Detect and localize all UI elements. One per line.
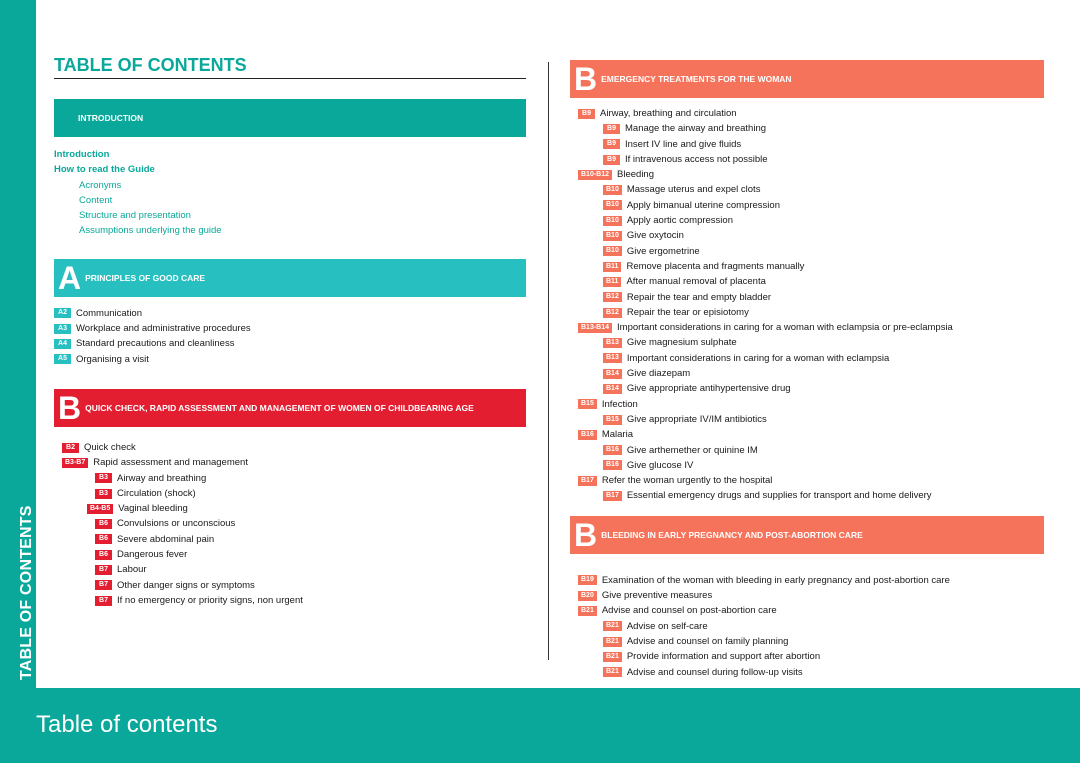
page-code-badge: B15 (578, 399, 597, 409)
toc-entry[interactable] (62, 501, 526, 516)
toc-entry[interactable] (578, 351, 1044, 366)
toc-entry-label: Important considerations in caring for a woman with eclampsia or pre-eclampsia (617, 322, 953, 334)
toc-entry-label: Apply bimanual uterine compression (626, 199, 780, 211)
toc-entry-label: Give diazepam (626, 368, 691, 380)
toc-entry-label: Give arthemether or quinine IM (626, 444, 758, 456)
section-a-header (54, 259, 526, 297)
toc-entry-label: Apply aortic compression (626, 215, 733, 227)
page-code-badge: A3 (54, 324, 71, 334)
page-code-badge: B21 (578, 606, 597, 616)
toc-entry[interactable] (578, 366, 1044, 381)
toc-entry[interactable] (578, 458, 1044, 473)
section-b-emergency-list (570, 106, 1044, 504)
toc-entry-label: Give ergometrine (626, 245, 700, 257)
page-code-badge: B14 (603, 369, 622, 379)
page-code-badge: B9 (603, 124, 620, 134)
toc-entry[interactable] (578, 488, 1044, 503)
toc-entry[interactable] (578, 290, 1044, 305)
toc-entry-label: Labour (117, 564, 147, 576)
toc-entry[interactable] (62, 471, 526, 486)
toc-entry[interactable] (578, 305, 1044, 320)
intro-item-label: Introduction (54, 149, 110, 160)
toc-entry-label: Quick check (84, 441, 136, 453)
section-b-bleeding-list (570, 573, 1044, 680)
section-a-title: PRINCIPLES OF GOOD CARE (85, 272, 206, 283)
toc-entry[interactable] (578, 244, 1044, 259)
toc-entry-label: Repair the tear and empty bladder (626, 291, 772, 303)
page-code-badge: B9 (578, 109, 595, 119)
section-b-quick-list (54, 440, 526, 608)
toc-entry-label: Remove placenta and fragments manually (626, 260, 805, 272)
toc-entry-label: Severe abdominal pain (117, 533, 215, 545)
toc-entry[interactable] (62, 578, 526, 593)
page-code-badge: B13 (603, 353, 622, 363)
toc-entry-label: Convulsions or unconscious (117, 518, 236, 530)
toc-entry[interactable] (578, 320, 1044, 335)
toc-entry[interactable] (578, 634, 1044, 649)
page-code-badge: B16 (603, 460, 622, 470)
section-b-quick-header (54, 389, 526, 427)
section-a-letter: A (58, 259, 82, 296)
toc-entry[interactable] (578, 603, 1044, 618)
page-code-badge: B21 (603, 667, 622, 677)
toc-entry[interactable] (578, 198, 1044, 213)
toc-entry-label: Vaginal bleeding (118, 503, 188, 515)
page-code-badge: B4-B5 (87, 504, 113, 514)
section-b-bleeding-letter: B (574, 516, 598, 553)
page-code-badge: B7 (95, 565, 112, 575)
toc-entry[interactable] (578, 381, 1044, 396)
toc-entry[interactable] (578, 619, 1044, 634)
page-code-badge: A2 (54, 308, 71, 318)
toc-entry[interactable] (62, 455, 526, 470)
toc-entry-label: Advise and counsel on post-abortion care (601, 605, 777, 617)
right-column (570, 60, 1044, 680)
toc-entry[interactable] (578, 167, 1044, 182)
toc-entry-label: Advise and counsel on family planning (626, 635, 789, 647)
toc-title: TABLE OF CONTENTS (54, 55, 526, 79)
toc-entry-label: Refer the woman urgently to the hospital (601, 475, 773, 487)
page-code-badge: B15 (603, 415, 622, 425)
toc-entry[interactable] (54, 306, 526, 321)
toc-entry[interactable] (62, 532, 526, 547)
toc-entry-label: Circulation (shock) (117, 487, 196, 499)
toc-entry[interactable] (578, 473, 1044, 488)
page-code-badge: B7 (95, 596, 112, 606)
toc-entry-label: Communication (76, 307, 142, 319)
intro-item-label: Acronyms (79, 179, 122, 191)
intro-item[interactable] (54, 193, 526, 208)
toc-entry-label: If intravenous access not possible (625, 153, 768, 165)
toc-entry-label: Malaria (601, 429, 633, 441)
page-code-badge: B16 (603, 445, 622, 455)
toc-entry-label: Give appropriate antihypertensive drug (626, 383, 791, 395)
toc-entry-label: Examination of the woman with bleeding in early pregnancy and post-abortion care (601, 574, 950, 586)
page-code-badge: B11 (603, 262, 621, 272)
toc-entry[interactable] (578, 152, 1044, 167)
section-b-quick-letter: B (58, 389, 82, 426)
page-code-badge: B9 (603, 139, 620, 149)
page-code-badge: B16 (578, 430, 597, 440)
intro-item[interactable] (54, 162, 526, 177)
toc-entry[interactable] (62, 486, 526, 501)
intro-header-label: INTRODUCTION (78, 113, 144, 123)
toc-entry[interactable] (54, 336, 526, 351)
toc-entry-label: Give glucose IV (626, 459, 694, 471)
toc-entry-label: Essential emergency drugs and supplies for transport and home delivery (626, 490, 932, 502)
page-code-badge: B10 (603, 246, 622, 256)
section-b-emergency-letter: B (574, 61, 598, 97)
page-code-badge: B3-B7 (62, 458, 88, 468)
intro-item-label: How to read the Guide (54, 164, 155, 176)
page-code-badge: B6 (95, 534, 112, 544)
intro-header (54, 99, 526, 137)
intro-item[interactable] (54, 223, 526, 238)
page-code-badge: B6 (95, 550, 112, 560)
toc-entry[interactable] (578, 213, 1044, 228)
toc-entry-label: Provide information and support after abortion (626, 651, 821, 663)
toc-entry-label: Organising a visit (76, 353, 149, 365)
section-a-list (54, 306, 526, 367)
toc-entry[interactable] (578, 182, 1044, 197)
toc-entry[interactable] (54, 352, 526, 367)
toc-entry[interactable] (578, 573, 1044, 588)
page-code-badge: B9 (603, 155, 620, 165)
intro-list (54, 147, 526, 239)
page-code-badge: B10 (603, 231, 622, 241)
footer-title: Table of contents (36, 711, 218, 738)
left-column (54, 55, 526, 608)
page-code-badge: B21 (603, 621, 622, 631)
page-code-badge: B12 (603, 292, 622, 302)
page-code-badge: B13-B14 (578, 323, 612, 333)
page-code-badge: B20 (578, 591, 597, 601)
toc-entry-label: Advise on self-care (626, 620, 708, 632)
toc-entry[interactable] (578, 588, 1044, 603)
page-code-badge: B17 (578, 476, 597, 486)
intro-item-label: Assumptions underlying the guide (79, 225, 222, 237)
toc-entry[interactable] (578, 137, 1044, 152)
page-code-badge: B12 (603, 308, 622, 318)
page-code-badge: B17 (603, 491, 622, 501)
toc-entry[interactable] (578, 274, 1044, 289)
toc-entry-label: Standard precautions and cleanliness (76, 338, 235, 350)
page-code-badge: B10 (603, 185, 622, 195)
toc-entry[interactable] (578, 649, 1044, 664)
toc-entry[interactable] (578, 427, 1044, 442)
page-code-badge: A4 (54, 339, 71, 349)
toc-entry-label: Infection (601, 398, 638, 410)
toc-entry[interactable] (578, 228, 1044, 243)
toc-entry-label: Massage uterus and expel clots (626, 184, 761, 196)
toc-entry-label: Workplace and administrative procedures (76, 323, 251, 335)
toc-entry-label: If no emergency or priority signs, non urgent (117, 594, 303, 606)
section-b-bleeding-title: BLEEDING IN EARLY PREGNANCY AND POST-ABORTION CARE (601, 529, 863, 540)
intro-item-label: Structure and presentation (79, 210, 191, 222)
toc-entry-label: Give oxytocin (626, 230, 684, 242)
toc-entry-label: Bleeding (617, 169, 654, 181)
toc-entry[interactable] (578, 443, 1044, 458)
toc-entry-label: Rapid assessment and management (93, 457, 248, 469)
intro-item[interactable] (54, 147, 526, 162)
toc-entry-label: Give magnesium sulphate (626, 337, 737, 349)
page-code-badge: B13 (603, 338, 622, 348)
page-code-badge: B2 (62, 443, 79, 453)
toc-entry-label: Airway and breathing (117, 472, 207, 484)
side-label: TABLE OF CONTENTS (18, 505, 35, 680)
page-code-badge: B19 (578, 575, 597, 585)
toc-entry[interactable] (578, 106, 1044, 121)
page-code-badge: B10 (603, 216, 622, 226)
page-code-badge: B3 (95, 473, 112, 483)
section-b-emergency-header (570, 60, 1044, 98)
intro-item[interactable] (54, 208, 526, 223)
section-b-bleeding-header (570, 516, 1044, 554)
toc-entry-label: Give appropriate IV/IM antibiotics (626, 413, 767, 425)
toc-entry-label: After manual removal of placenta (626, 276, 766, 288)
toc-entry[interactable] (578, 259, 1044, 274)
page-code-badge: B3 (95, 489, 112, 499)
toc-entry-label: Other danger signs or symptoms (117, 579, 255, 591)
toc-entry-label: Advise and counsel during follow-up visits (626, 666, 803, 678)
toc-entry-label: Dangerous fever (117, 549, 188, 561)
page-code-badge: B6 (95, 519, 112, 529)
page-code-badge: A5 (54, 354, 71, 364)
intro-item[interactable] (54, 178, 526, 193)
page-code-badge: B10 (603, 200, 622, 210)
toc-entry-label: Repair the tear or episiotomy (626, 306, 749, 318)
page-code-badge: B10-B12 (578, 170, 612, 180)
toc-entry[interactable] (578, 665, 1044, 680)
toc-entry[interactable] (62, 593, 526, 608)
intro-item-label: Content (79, 194, 113, 206)
page-code-badge: B7 (95, 580, 112, 590)
page-code-badge: B21 (603, 652, 622, 662)
toc-entry-label: Important considerations in caring for a woman with eclampsia (626, 352, 890, 364)
column-divider (548, 62, 549, 660)
section-b-emergency-title: EMERGENCY TREATMENTS FOR THE WOMAN (601, 74, 792, 84)
toc-entry[interactable] (62, 562, 526, 577)
page-code-badge: B11 (603, 277, 621, 287)
page-code-badge: B14 (603, 384, 622, 394)
toc-entry[interactable] (578, 412, 1044, 427)
toc-entry[interactable] (578, 397, 1044, 412)
toc-entry-label: Insert IV line and give fluids (625, 138, 742, 150)
toc-entry[interactable] (62, 547, 526, 562)
section-b-quick-title: QUICK CHECK, RAPID ASSESSMENT AND MANAGEMENT OF WOMEN OF CHILDBEARING AGE (85, 402, 474, 413)
page-code-badge: B21 (603, 637, 622, 647)
toc-entry[interactable] (578, 335, 1044, 350)
toc-entry[interactable] (54, 321, 526, 336)
toc-entry-label: Airway, breathing and circulation (600, 108, 737, 119)
toc-entry[interactable] (578, 121, 1044, 136)
toc-entry-label: Give preventive measures (601, 590, 713, 602)
toc-entry[interactable] (62, 516, 526, 531)
toc-entry[interactable] (62, 440, 526, 455)
toc-entry-label: Manage the airway and breathing (625, 123, 767, 135)
